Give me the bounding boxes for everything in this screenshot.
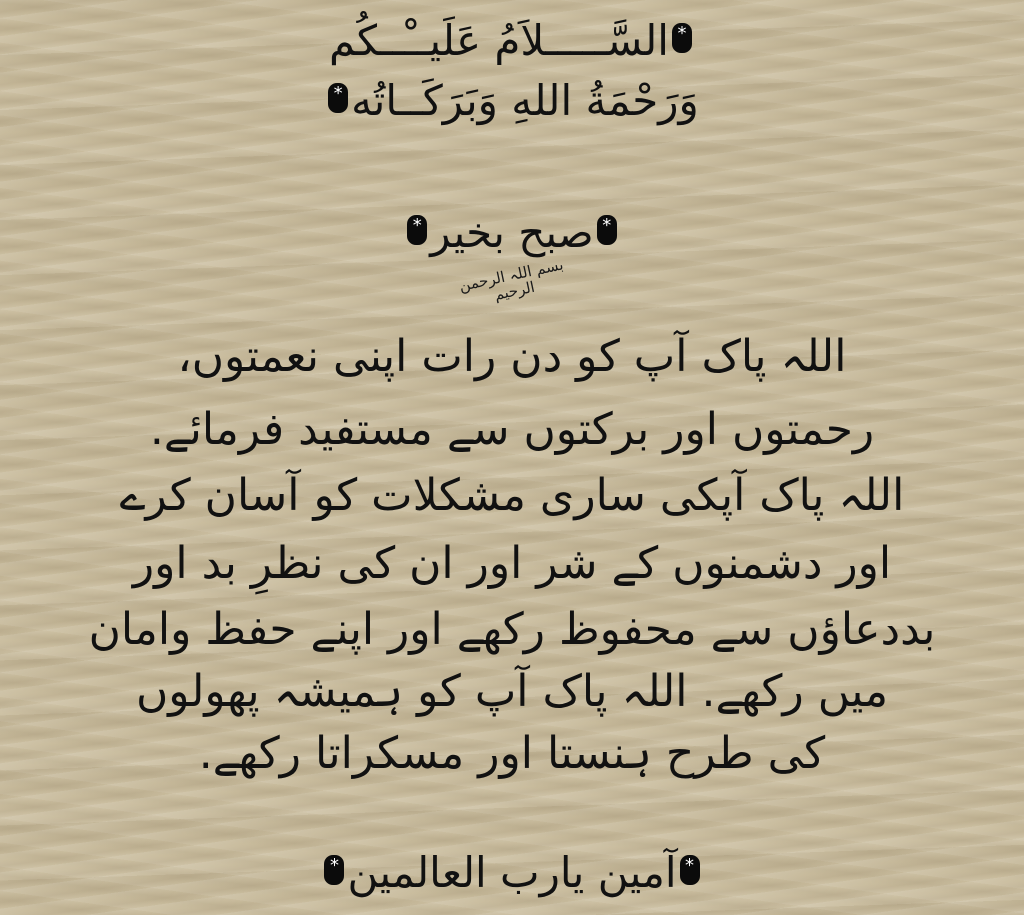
greeting-rahma: وَرَحْمَةُ اللهِ وَبَرَكَــاتُه [351,76,699,125]
greeting-rahma-line [0,76,1024,125]
closing-line [0,848,1024,897]
message-line-4: اور دشمنوں کے شر اور ان کی نظرِ بد اور [132,538,892,589]
message-line-7: کی طرح ہنستا اور مسکراتا رکھے. [198,728,826,779]
star-bullet-icon: * [407,215,427,245]
message-line-5: بددعاؤں سے محفوظ رکھے اور اپنے حفظ وامان [88,604,936,655]
star-bullet-icon: * [328,83,348,113]
message-line-3: اللہ پاک آپکی ساری مشکلات کو آسان کرے [119,470,905,521]
message-line-2: رحمتوں اور برکتوں سے مستفید فرمائے. [149,404,875,455]
star-bullet-icon: * [680,855,700,885]
closing-ameen: آمین یارب العالمین [347,848,677,897]
greeting-salam: السَّـــــلاَمُ عَلَيــْــكُم [329,16,669,65]
star-bullet-icon: * [324,855,344,885]
message-line-6: میں رکھے. اللہ پاک آپ کو ہمیشہ پھولوں [135,666,889,717]
star-bullet-icon: * [597,215,617,245]
star-bullet-icon: * [672,23,692,53]
subh-bakhair-line [0,208,1024,257]
greeting-salam-line [0,16,1024,65]
bismillah-calligraphy: بسم اللہ الرحمن الرحیم [457,255,565,304]
message-line-1: اللہ پاک آپ کو دن رات اپنی نعمتوں، [177,331,847,382]
subh-bakhair: صبح بخیر [430,208,594,257]
